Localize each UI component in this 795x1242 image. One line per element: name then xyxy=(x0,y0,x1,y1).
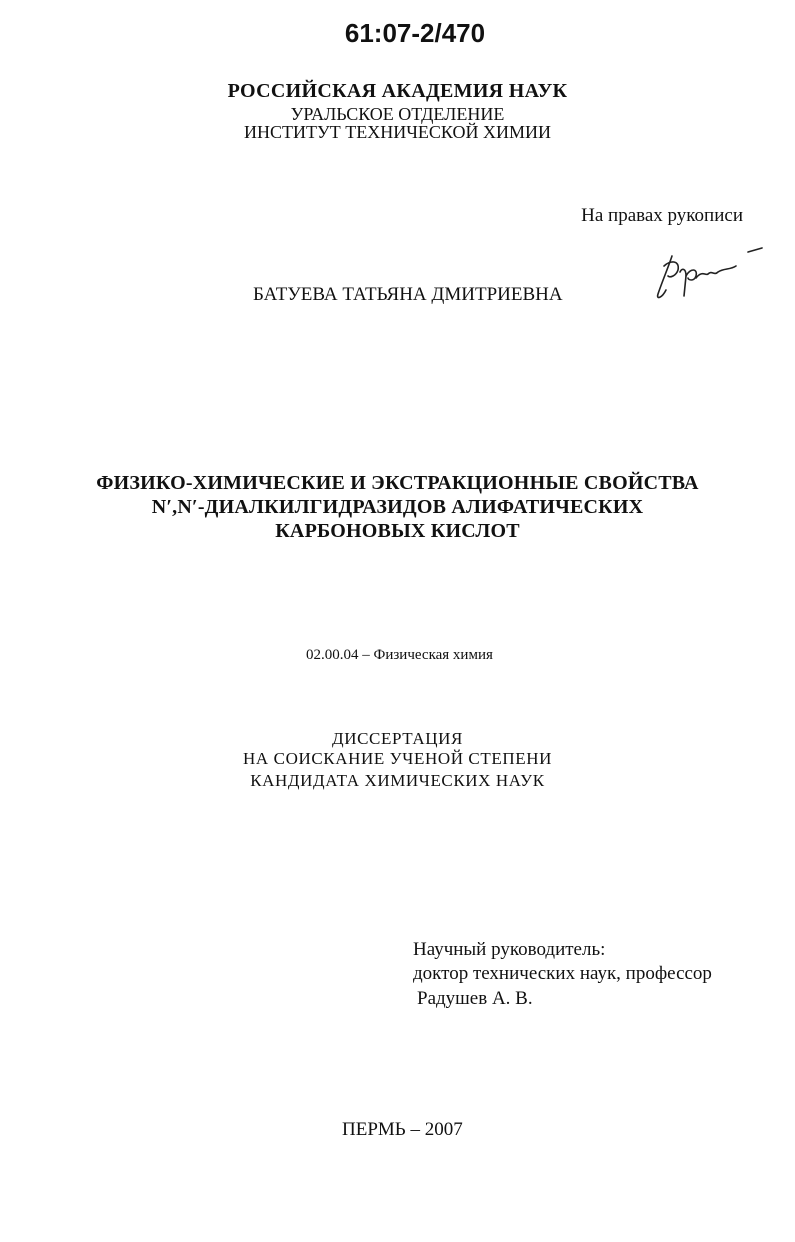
supervisor-label: Научный руководитель: xyxy=(413,939,606,960)
supervisor-name: Радушев А. В. xyxy=(417,988,533,1009)
supervisor-credentials: доктор технических наук, профессор xyxy=(413,963,712,984)
organization-branch: УРАЛЬСКОЕ ОТДЕЛЕНИЕ xyxy=(290,104,505,124)
organization-name: РОССИЙСКАЯ АКАДЕМИЯ НАУК xyxy=(227,80,568,102)
handwritten-signature xyxy=(650,246,770,306)
organization-institute: ИНСТИТУТ ТЕХНИЧЕСКОЙ ХИМИИ xyxy=(244,122,551,142)
dissertation-title-line: N′,N′-ДИАЛКИЛГИДРАЗИДОВ АЛИФАТИЧЕСКИХ xyxy=(151,496,644,518)
dissertation-title-line: КАРБОНОВЫХ КИСЛОТ xyxy=(275,520,520,542)
city-year: ПЕРМЬ – 2007 xyxy=(342,1119,463,1140)
manuscript-rights-note: На правах рукописи xyxy=(581,205,743,226)
dissertation-title-line: ФИЗИКО-ХИМИЧЕСКИЕ И ЭКСТРАКЦИОННЫЕ СВОЙСТВА xyxy=(96,472,699,494)
degree-line: КАНДИДАТА ХИМИЧЕСКИХ НАУК xyxy=(250,771,545,790)
specialty-code: 02.00.04 – Физическая химия xyxy=(306,647,493,663)
catalog-number: 61:07-2/470 xyxy=(344,18,486,48)
degree-line: НА СОИСКАНИЕ УЧЕНОЙ СТЕПЕНИ xyxy=(243,749,552,768)
degree-line: ДИССЕРТАЦИЯ xyxy=(332,729,463,748)
author-name: БАТУЕВА ТАТЬЯНА ДМИТРИЕВНА xyxy=(253,284,563,305)
